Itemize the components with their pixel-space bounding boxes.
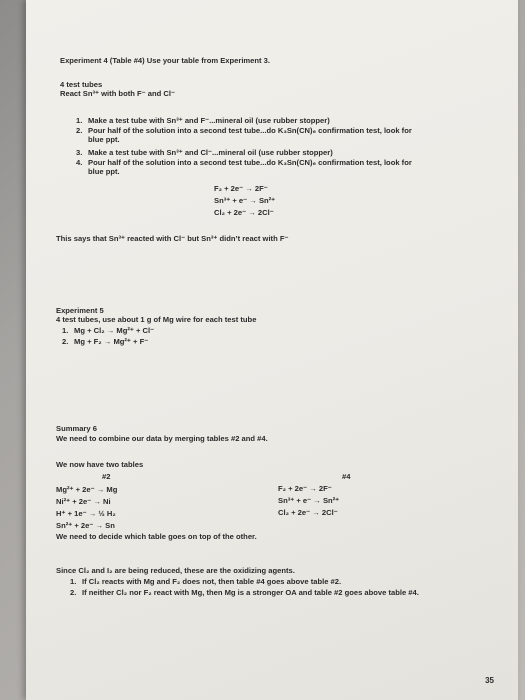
summary-heading: Summary 6 — [56, 424, 97, 433]
table-2-row: Ni²⁺ + 2e⁻ → Ni — [56, 497, 111, 506]
exp4-heading: Experiment 4 (Table #4) Use your table from Experiment 3. — [60, 56, 271, 65]
summary-decide: We need to decide which table goes on top of the other. — [56, 532, 257, 541]
exp5-item-1 — [62, 326, 154, 335]
page-number: 35 — [485, 676, 494, 685]
exp4-eq-2: Sn³⁺ + e⁻ → Sn²⁺ — [214, 196, 276, 205]
exp4-sub1: 4 test tubes — [60, 80, 103, 89]
point-text: If Cl₂ reacts with Mg and F₂ does not, then table #4 goes above table #2. — [82, 577, 342, 586]
summary-point-1 — [70, 577, 341, 586]
exp4-step-4-cont: blue ppt. — [88, 167, 120, 176]
step-text: Make a test tube with Sn³⁺ and F⁻...mineral oil (use rubber stopper) — [88, 116, 330, 125]
step-text: Pour half of the solution into a second test tube...do K₃Sn(CN)₆ confirmation test, look for — [88, 158, 412, 167]
step-text: Pour half of the solution into a second test tube...do K₃Sn(CN)₆ confirmation test, look for — [88, 126, 412, 135]
step-number: 3. — [76, 148, 83, 157]
item-text: Mg + Cl₂ → Mg²⁺ + Cl⁻ — [74, 326, 155, 335]
table-4-row: Sn³⁺ + e⁻ → Sn²⁺ — [278, 496, 340, 505]
exp4-step-4 — [76, 158, 412, 167]
exp4-conclusion: This says that Sn³⁺ reacted with Cl⁻ but Sn³⁺ didn’t react with F⁻ — [56, 234, 289, 243]
step-number: 1. — [76, 116, 83, 125]
exp4-step-2 — [76, 126, 412, 135]
table-2-row: H⁺ + 1e⁻ → ½ H₂ — [56, 509, 116, 518]
exp5-sub: 4 test tubes, use about 1 g of Mg wire for each test tube — [56, 315, 257, 324]
summary-since: Since Cl₂ and I₂ are being reduced, these are the oxidizing agents. — [56, 566, 295, 575]
step-number: 2. — [76, 126, 83, 135]
exp4-sub2: React Sn³⁺ with both F⁻ and Cl⁻ — [60, 89, 175, 98]
exp4-eq-3: Cl₂ + 2e⁻ → 2Cl⁻ — [214, 208, 274, 217]
summary-line-1: We need to combine our data by merging tables #2 and #4. — [56, 434, 268, 443]
exp4-step-3 — [76, 148, 333, 157]
step-number: 4. — [76, 158, 83, 167]
point-number: 1. — [70, 577, 77, 586]
item-number: 1. — [62, 326, 69, 335]
item-number: 2. — [62, 337, 69, 346]
exp4-step-1 — [76, 116, 330, 125]
document-page — [26, 0, 518, 700]
summary-point-2 — [70, 588, 419, 597]
exp4-eq-1: F₂ + 2e⁻ → 2F⁻ — [214, 184, 268, 193]
table-2-row: Mg²⁺ + 2e⁻ → Mg — [56, 485, 118, 494]
table-4-row: F₂ + 2e⁻ → 2F⁻ — [278, 484, 332, 493]
exp4-step-2-cont: blue ppt. — [88, 135, 120, 144]
table-4-label: #4 — [342, 472, 351, 481]
step-text: Make a test tube with Sn³⁺ and Cl⁻...mineral oil (use rubber stopper) — [88, 148, 333, 157]
table-2-label: #2 — [102, 472, 111, 481]
exp5-heading: Experiment 5 — [56, 306, 104, 315]
exp5-item-2 — [62, 337, 148, 346]
table-2-row: Sn²⁺ + 2e⁻ → Sn — [56, 521, 115, 530]
item-text: Mg + F₂ → Mg²⁺ + F⁻ — [74, 337, 149, 346]
summary-line-2: We now have two tables — [56, 460, 144, 469]
point-number: 2. — [70, 588, 77, 597]
table-4-row: Cl₂ + 2e⁻ → 2Cl⁻ — [278, 508, 338, 517]
point-text: If neither Cl₂ nor F₂ react with Mg, then Mg is a stronger OA and table #2 goes above table #4. — [82, 588, 419, 597]
